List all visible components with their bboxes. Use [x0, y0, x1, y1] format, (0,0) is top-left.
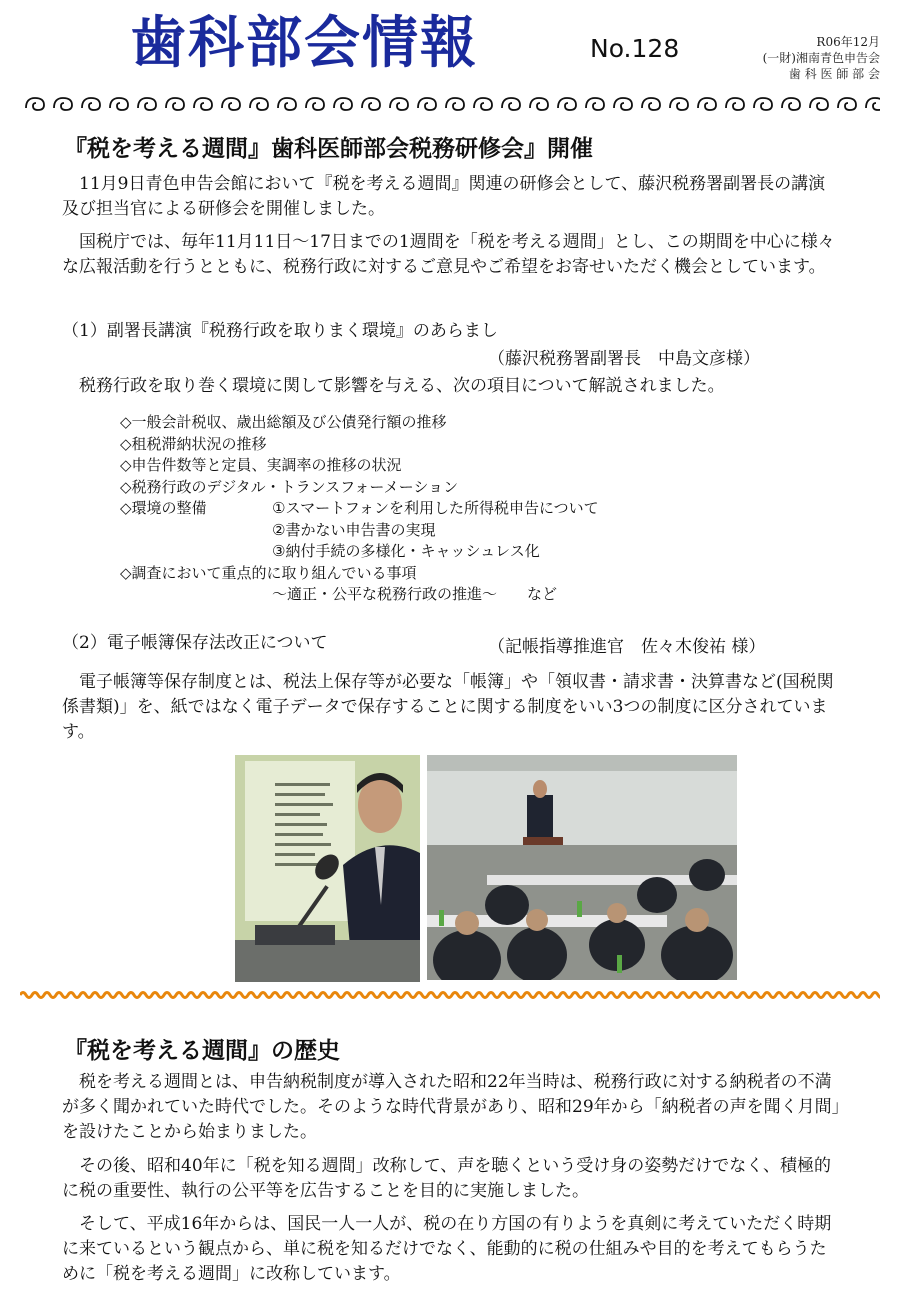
- list-item: ③納付手続の多様化・キャッシュレス化: [272, 542, 540, 560]
- section-2-paragraph: 電子帳簿等保存制度とは、税法上保存等が必要な「帳簿」や「領収書・請求書・決算書など(国税関係書類)」を、紙ではなく電子データで保存することに関する制度をいい3つの制度に区分されています。: [62, 672, 834, 742]
- speaker-name-2: （記帳指導推進官 佐々木俊祐 様）: [488, 637, 766, 657]
- spiral-border: [20, 94, 880, 114]
- issue-number: No.128: [590, 34, 680, 63]
- topic-list: [120, 412, 740, 606]
- section-heading-1: （1）副署長講演『税務行政を取りまく環境』のあらまし: [62, 321, 498, 341]
- history-paragraph-3: そして、平成16年からは、国民一人一人が、税の在り方国の有りようを真剣に考えていただく時期に来ているという観点から、単に税を知るだけでなく、能動的に税の仕組みや目的を考えてもらうために「税を考える週間」に改称しています。: [62, 1214, 832, 1284]
- article-title: 『税を考える週間』歯科医師部会税務研修会』開催: [64, 136, 593, 162]
- section-heading-2: （2）電子帳簿保存法改正について: [62, 633, 328, 653]
- list-item: ～適正・公平な税務行政の推進～ など: [272, 585, 558, 603]
- list-item: ◇環境の整備 ①スマートフォンを利用した所得税申告について: [120, 499, 599, 517]
- list-item: ◇租税滞納状況の推移: [120, 434, 267, 453]
- list-item: ◇申告件数等と定員、実調率の推移の状況: [120, 456, 402, 474]
- masthead-title: 歯科部会情報: [130, 11, 478, 76]
- speaker-name-1: （藤沢税務署副署長 中島文彦様）: [488, 349, 760, 369]
- list-item: ◇税務行政のデジタル・トランスフォーメーション: [120, 477, 459, 496]
- organization-name: (一財)湘南青色申告会: [762, 51, 880, 65]
- history-paragraph-1: 税を考える週間とは、申告納税制度が導入された昭和22年当時は、税務行政に対する納税者の不満が多く聞かれていた時代でした。そのような時代背景があり、昭和29年から「納税者の声を聞く月間」を設けたことから始まりました。: [62, 1072, 841, 1142]
- seminar-photo: [427, 755, 737, 980]
- history-paragraph-2: その後、昭和40年に「税を知る週間」改称して、声を聴くという受け身の姿勢だけでなく、積極的に税の重要性、執行の公平等を広告することを目的に実施しました。: [62, 1156, 831, 1201]
- list-item: ②書かない申告書の実現: [272, 520, 436, 539]
- section-intro: 税務行政を取り巻く環境に関して影響を与える、次の項目について解説されました。: [79, 376, 725, 396]
- wave-divider: [20, 988, 880, 1002]
- article-paragraph-2: 国税庁では、毎年11月11日～17日までの1週間を「税を考える週間」とし、この期間を中心に様々な広報活動を行うとともに、税務行政に対するご意見やご希望をお寄せいただく機会としています。: [62, 232, 835, 277]
- list-item: ◇一般会計税収、歳出総額及び公債発行額の推移: [120, 413, 447, 431]
- history-title: 『税を考える週間』の歴史: [64, 1038, 340, 1064]
- division-name: 歯 科 医 師 部 会: [788, 67, 880, 81]
- speaker-photo: [235, 755, 420, 982]
- article-paragraph-1: 11月9日青色申告会館において『税を考える週間』関連の研修会として、藤沢税務署副署長の講演及び担当官による研修会を開催しました。: [62, 174, 826, 219]
- publisher-block: [700, 34, 880, 82]
- list-item: ◇調査において重点的に取り組んでいる事項: [120, 563, 417, 582]
- issue-date: R06年12月: [816, 35, 880, 49]
